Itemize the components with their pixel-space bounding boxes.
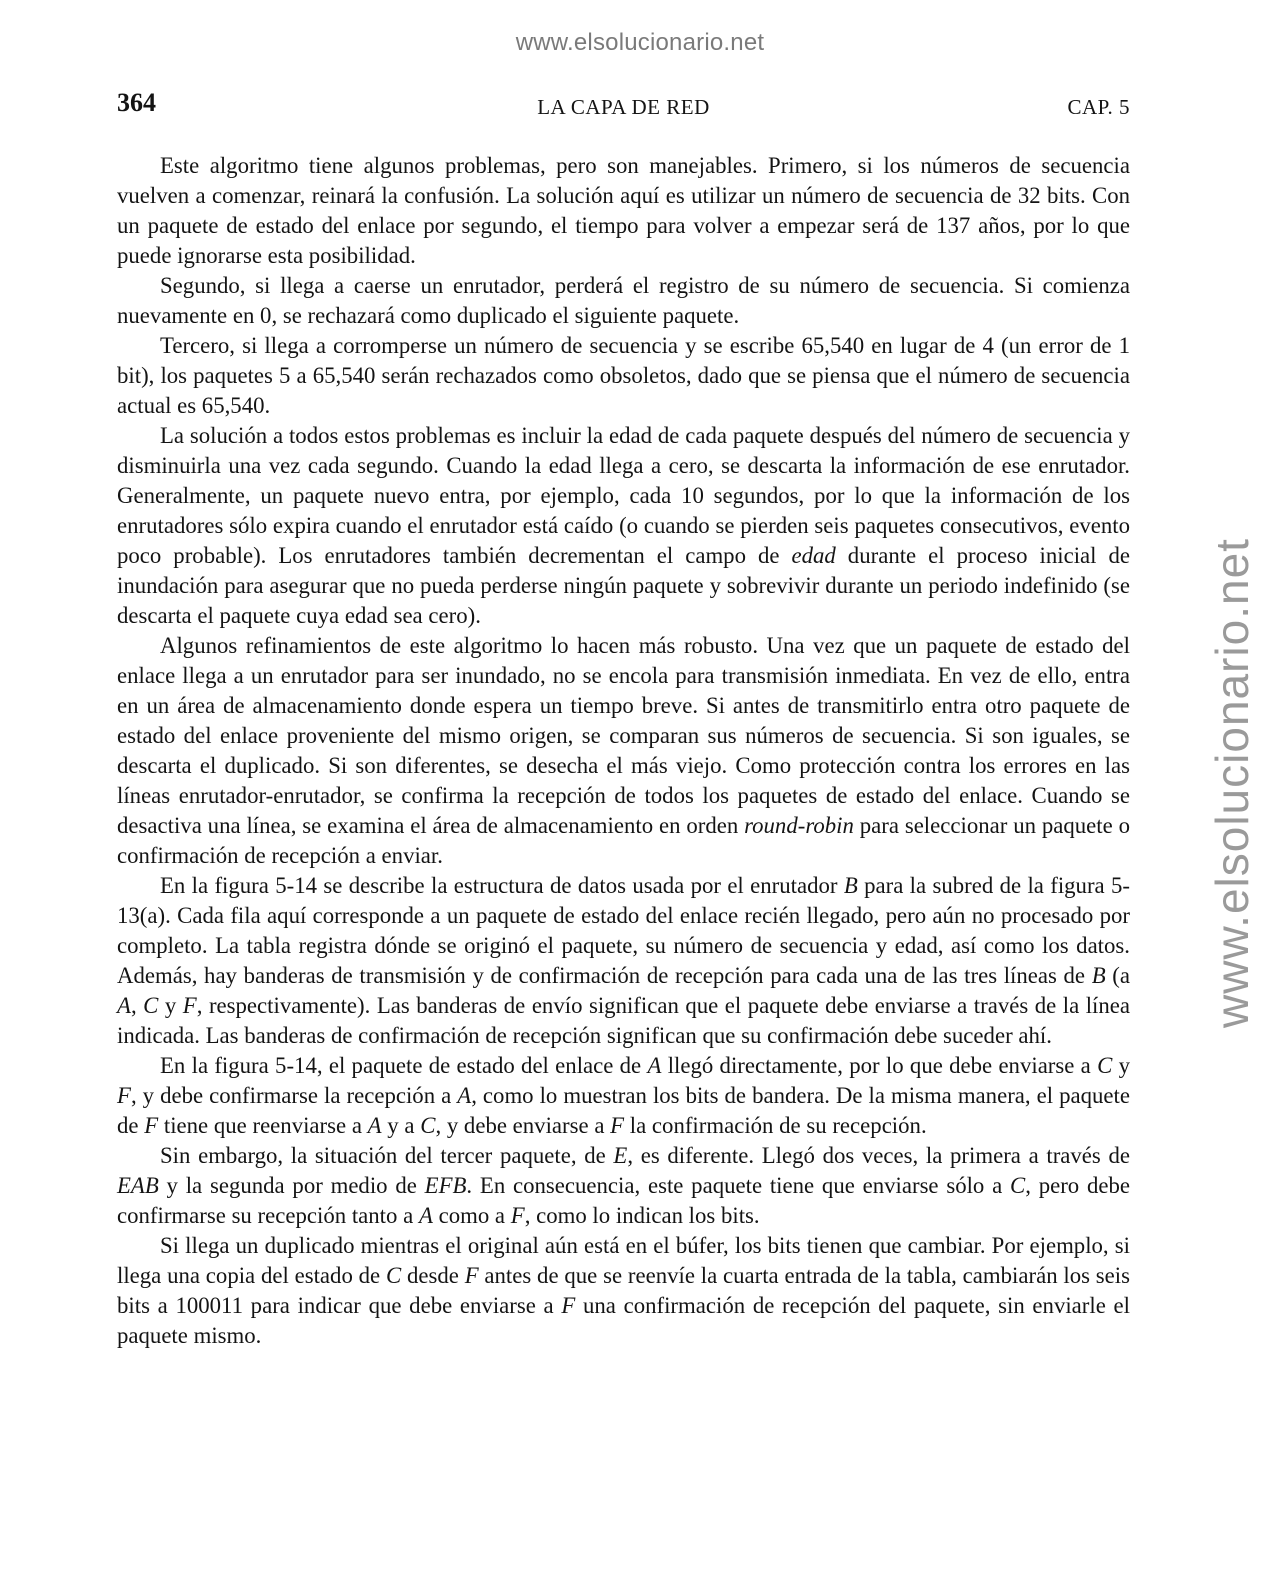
text-run: antes de que se reenvíe la cuarta entrada de la tabla, cambiarán los seis bits a 100011 para indicar que debe enviarse a [117, 1263, 1130, 1318]
text-run: durante el proceso inicial de inundación para asegurar que no pueda perderse ningún paquete y sobrevivir durante un periodo indefinido (se descarta el paquete cuya edad sea cero). [117, 543, 1130, 628]
text-run: , [130, 993, 144, 1018]
text-run: , es diferente. Llegó dos veces, la primera a través de [627, 1143, 1130, 1168]
paragraph-7 [117, 1051, 1130, 1141]
italic-term: A [367, 1113, 382, 1138]
italic-term: A [418, 1203, 433, 1228]
text-run: En la figura 5-14, el paquete de estado del enlace de [160, 1053, 648, 1078]
text-run: una confirmación de recepción del paquete, sin enviarle el paquete mismo. [117, 1293, 1130, 1348]
paragraph-5 [117, 631, 1130, 871]
text-run: , y debe enviarse a [435, 1113, 611, 1138]
italic-term: B [843, 873, 858, 898]
italic-term: A [117, 993, 131, 1018]
paragraph-8 [117, 1141, 1130, 1231]
text-run: Si llega un duplicado mientras el original aún está en el búfer, los bits tienen que cambiar. Por ejemplo, si llega una copia del estado de [117, 1233, 1130, 1288]
text-run: , pero debe confirmarse su recepción tanto a [117, 1173, 1131, 1228]
text-run: como a [432, 1203, 511, 1228]
page-number: 364 [117, 88, 156, 117]
body-text [117, 151, 1130, 1351]
text-run: , como lo muestran los bits de bandera. De la misma manera, el paquete de [117, 1083, 1130, 1138]
italic-term: B [1091, 963, 1106, 988]
italic-term: round-robin [744, 813, 854, 838]
italic-term: A [647, 1053, 662, 1078]
text-run: La solución a todos estos problemas es incluir la edad de cada paquete después del número de secuencia y disminuirla una vez cada segundo. Cuando la edad llega a cero, se descarta la información de ese enrutador. Generalmente, un paquete nuevo entra, por ejemplo, cada 10 segundos, por lo que la información de los enrutadores sólo expira cuando el enrutador está caído (o cuando se pierden seis paquetes consecutivos, evento poco probable). Los enrutadores también decrementan el campo de [117, 423, 1130, 568]
chapter-title: LA CAPA DE RED [537, 95, 710, 119]
text-run: tiene que reenviarse a [158, 1113, 368, 1138]
paragraph-6 [117, 871, 1130, 1051]
italic-term: C [143, 993, 159, 1018]
paragraph-9 [117, 1231, 1130, 1351]
italic-term: EFB [424, 1173, 467, 1198]
italic-term: C [1010, 1173, 1026, 1198]
text-run: y [158, 993, 183, 1018]
text-run: Sin embargo, la situación del tercer paquete, de [160, 1143, 614, 1168]
text-run: y a [381, 1113, 421, 1138]
text-run: y [1112, 1053, 1130, 1078]
text-run: En la figura 5-14 se describe la estructura de datos usada por el enrutador [160, 873, 844, 898]
text-run: la confirmación de su recepción. [624, 1113, 927, 1138]
italic-term: C [420, 1113, 436, 1138]
italic-term: F [510, 1203, 525, 1228]
italic-term: edad [791, 543, 836, 568]
watermark-side-text: www.elsolucionario.net [1206, 538, 1258, 1028]
italic-term: A [457, 1083, 472, 1108]
text-run: llegó directamente, por lo que debe enviarse a [661, 1053, 1098, 1078]
italic-term: E [613, 1143, 628, 1168]
text-run: y la segunda por medio de [158, 1173, 425, 1198]
chapter-ref: CAP. 5 [1067, 95, 1130, 119]
italic-term: EAB [117, 1173, 159, 1198]
italic-term: F [144, 1113, 159, 1138]
paragraph-4 [117, 421, 1130, 631]
paragraph-3: Tercero, si llega a corromperse un número de secuencia y se escribe 65,540 en lugar de 4 (un error de 1 bit), los paquetes 5 a 65,540 serán rechazados como obsoletos, dado que se piensa que el número de secuencia actual es 65,540. [117, 333, 1130, 418]
text-run: para seleccionar un paquete o confirmación de recepción a enviar. [117, 813, 1130, 868]
italic-term: F [117, 1083, 131, 1108]
text-run: desde [401, 1263, 465, 1288]
text-run: , como lo indican los bits. [524, 1203, 760, 1228]
italic-term: C [1097, 1053, 1113, 1078]
paragraph-1: Este algoritmo tiene algunos problemas, pero son manejables. Primero, si los números de secuencia vuelven a comenzar, reinará la confusión. La solución aquí es utilizar un número de secuencia de 32 bits. Con un paquete de estado del enlace por segundo, el tiempo para volver a empezar será de 137 años, por lo que puede ignorarse esta posibilidad. [117, 153, 1130, 268]
italic-term: F [182, 993, 197, 1018]
text-run: , respectivamente). Las banderas de envío significan que el paquete debe enviarse a través de la línea indicada. Las banderas de confirmación de recepción significan que su confirmación debe suceder ahí. [117, 993, 1131, 1048]
italic-term: C [385, 1263, 402, 1288]
text-run: Algunos refinamientos de este algoritmo lo hacen más robusto. Una vez que un paquete de estado del enlace llega a un enrutador para ser inundado, no se encola para transmisión inmediata. En vez de ello, entra en un área de almacenamiento donde espera un tiempo breve. Si antes de transmitirlo entra otro paquete de estado del enlace proveniente del mismo origen, se comparan sus números de secuencia. Si son iguales, se descarta el duplicado. Si son diferentes, se desecha el más viejo. Como protección contra los errores en las líneas enrutador-enrutador, se confirma la recepción de todos los paquetes de estado del enlace. Cuando se desactiva una línea, se examina el área de almacenamiento en orden [117, 633, 1130, 838]
italic-term: F [561, 1293, 576, 1318]
text-run: (a [1105, 963, 1130, 988]
text-run: , y debe confirmarse la recepción a [130, 1083, 458, 1108]
italic-term: F [610, 1113, 625, 1138]
running-head [117, 88, 1130, 124]
watermark-url-top: www.elsolucionario.net [515, 29, 765, 56]
italic-term: F [464, 1263, 479, 1288]
text-run: . En consecuencia, este paquete tiene que enviarse sólo a [466, 1173, 1010, 1198]
paragraph-2: Segundo, si llega a caerse un enrutador, perderá el registro de su número de secuencia. Si comienza nuevamente en 0, se rechazará como duplicado el siguiente paquete. [117, 273, 1130, 328]
text-run: para la subred de la figura 5-13(a). Cada fila aquí corresponde a un paquete de estado del enlace recién llegado, pero aún no procesado por completo. La tabla registra dónde se originó el paquete, su número de secuencia y edad, así como los datos. Además, hay banderas de transmisión y de confirmación de recepción para cada una de las tres líneas de [117, 873, 1131, 988]
